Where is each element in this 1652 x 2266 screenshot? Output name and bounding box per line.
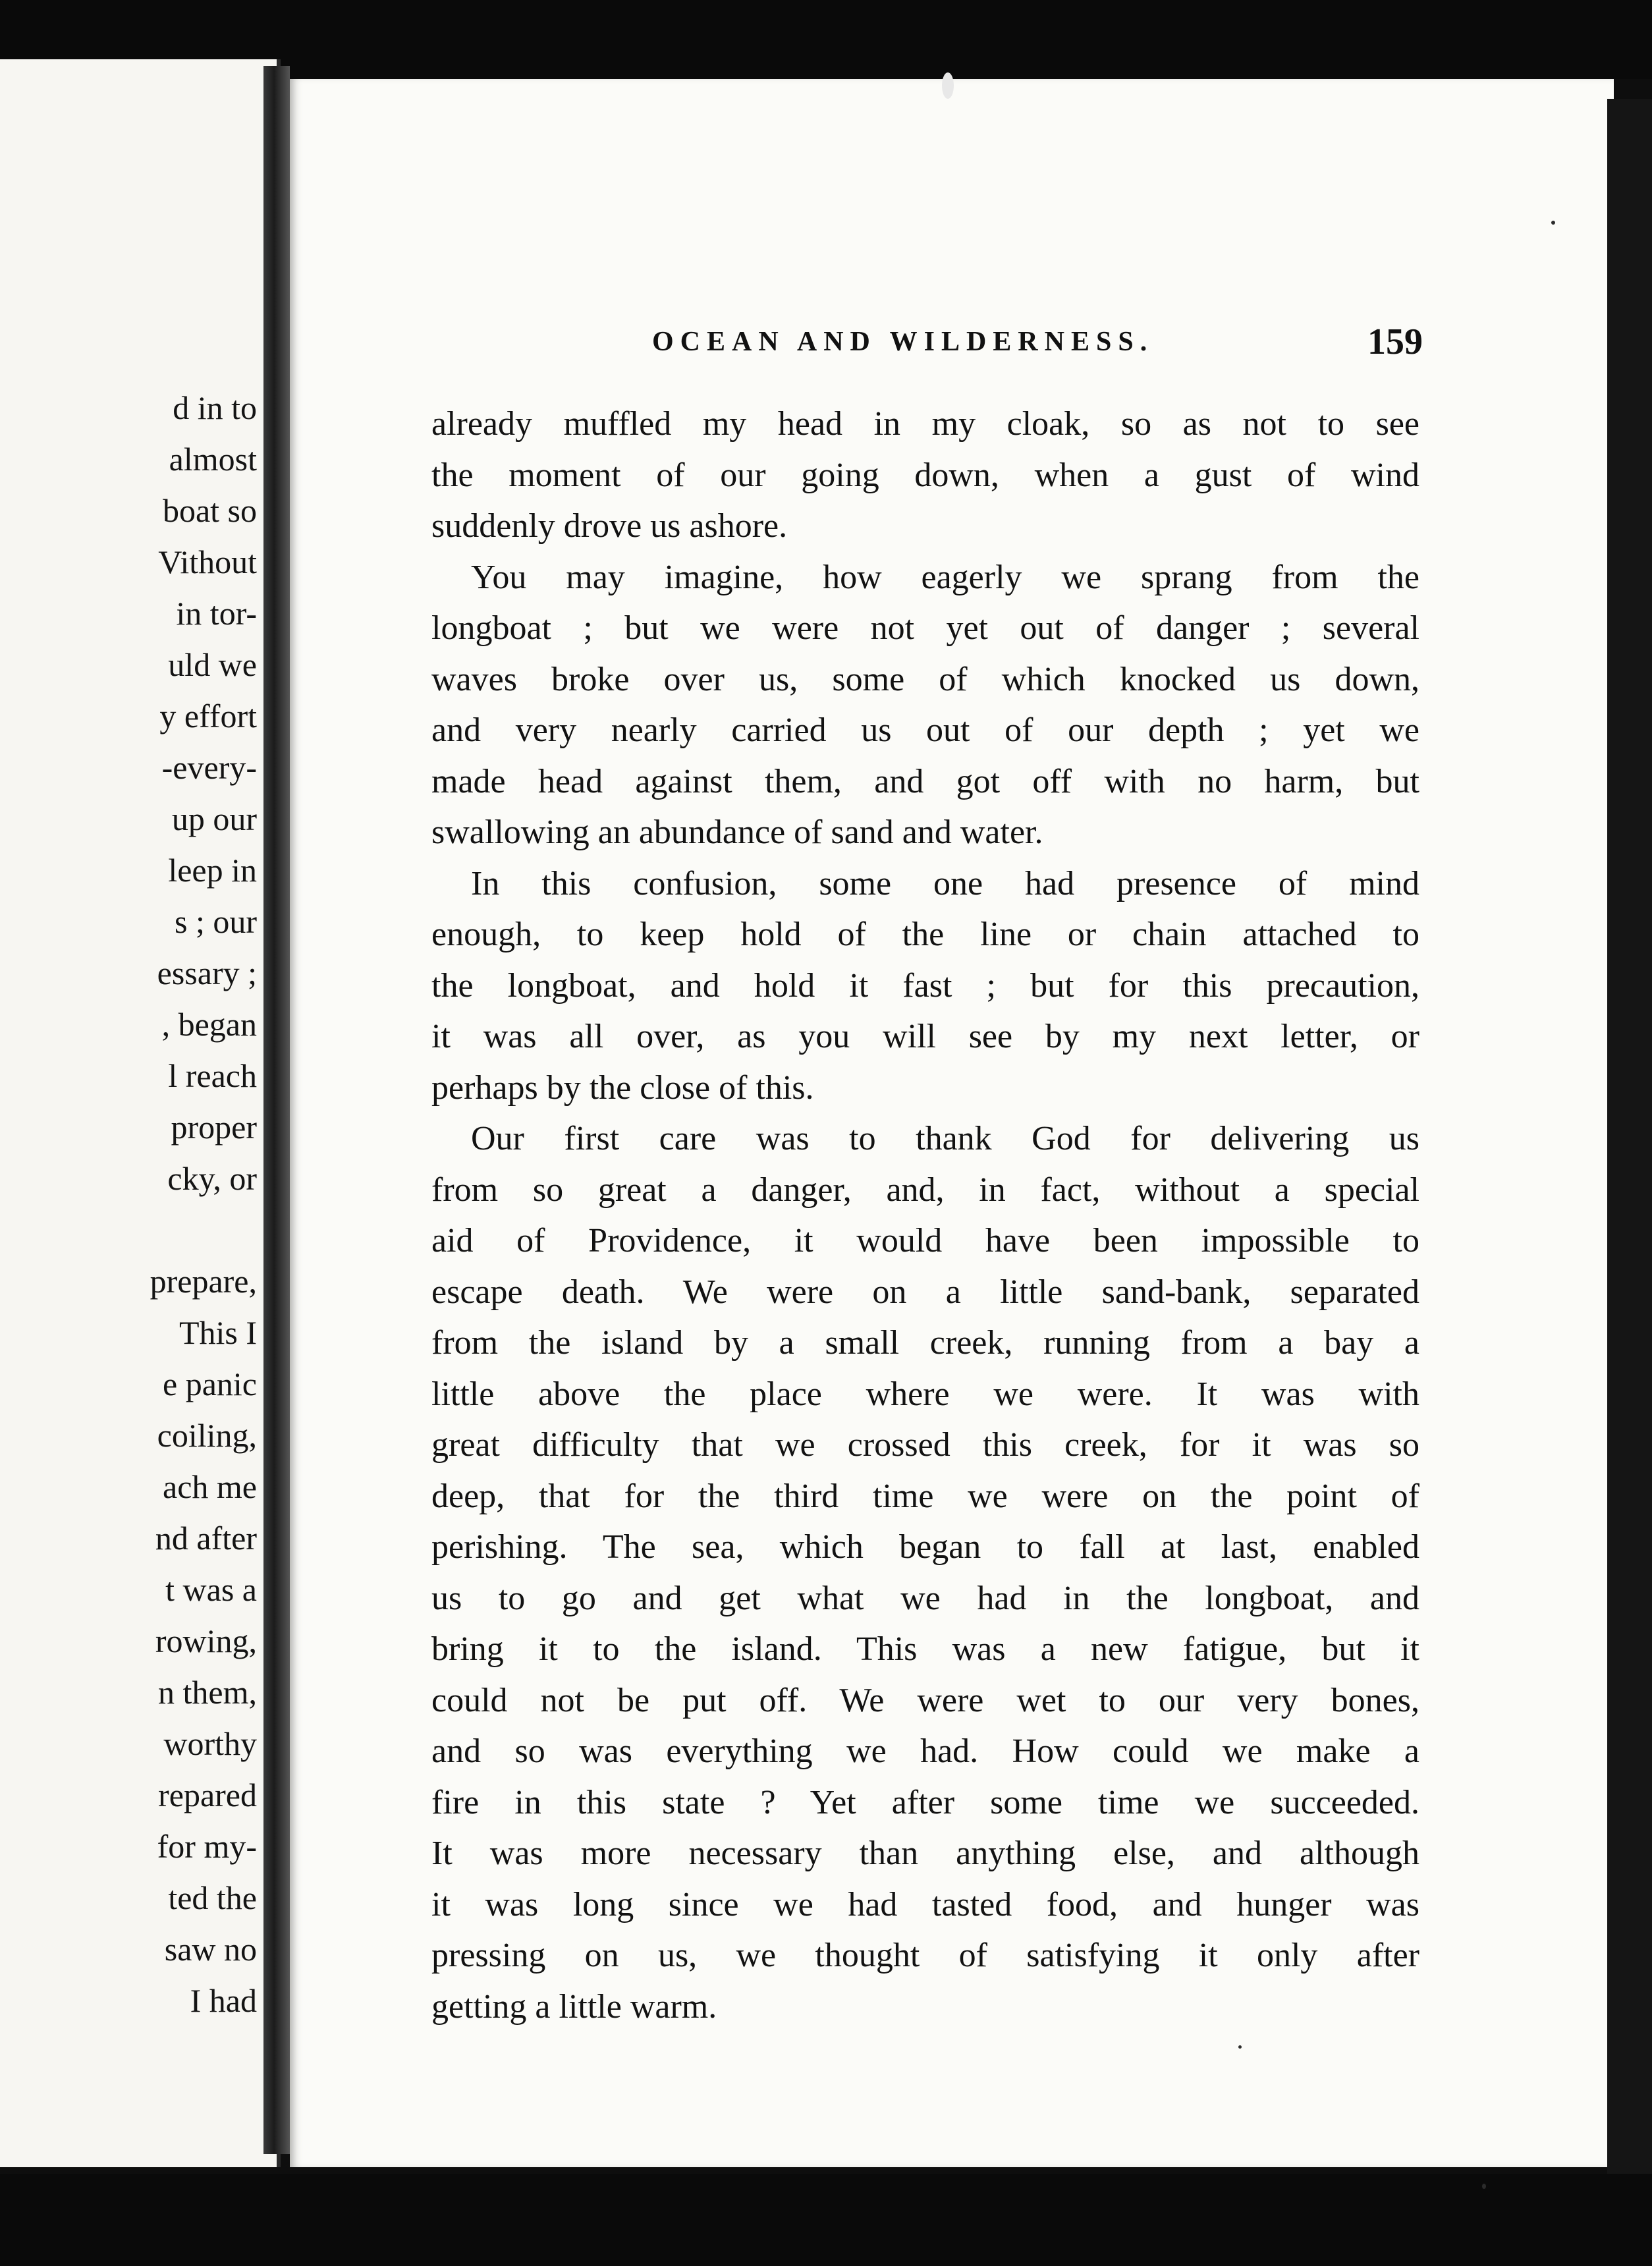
facing-page-line: boat so bbox=[162, 492, 257, 529]
running-title: OCEAN AND WILDERNESS. bbox=[652, 327, 1154, 357]
text-line: longboat ; but we were not yet out of danger ; several bbox=[431, 609, 1419, 647]
facing-page-line: essary ; bbox=[157, 954, 257, 991]
text-line: and very nearly carried us out of our depth ; yet we bbox=[431, 711, 1419, 749]
facing-page-text bbox=[0, 382, 257, 2026]
text-line: little above the place where we were. It was with bbox=[431, 1375, 1419, 1413]
facing-page-line: leep in bbox=[168, 852, 257, 889]
text-line: pressing on us, we thought of satisfying it only after bbox=[431, 1937, 1419, 1974]
facing-page-line: e panic bbox=[163, 1366, 257, 1402]
text-line: it was all over, as you will see by my next letter, or bbox=[431, 1018, 1419, 1055]
text-line: from so great a danger, and, in fact, without a special bbox=[431, 1171, 1419, 1209]
scan-speck bbox=[1482, 2184, 1486, 2189]
text-line: suddenly drove us ashore. bbox=[431, 507, 788, 545]
text-line: getting a little warm. bbox=[431, 1987, 717, 2026]
facing-page-line: nd after bbox=[155, 1520, 257, 1557]
text-line: deep, that for the third time we were on the point of bbox=[431, 1477, 1419, 1515]
text-line: bring it to the island. This was a new fatigue, but it bbox=[431, 1630, 1419, 1668]
text-line: swallowing an abundance of sand and water. bbox=[431, 814, 1043, 851]
facing-page-line: worthy bbox=[163, 1725, 257, 1762]
facing-page-line: s ; our bbox=[175, 903, 257, 940]
facing-page-line: saw no bbox=[164, 1931, 257, 1968]
facing-page-line: cky, or bbox=[167, 1160, 257, 1197]
facing-page-line: n them, bbox=[158, 1674, 257, 1711]
text-line: the longboat, and hold it fast ; but for this precaution, bbox=[431, 966, 1419, 1005]
facing-page-line: y effort bbox=[159, 698, 257, 734]
text-line: it was long since we had tasted food, and hunger was bbox=[431, 1885, 1419, 1923]
facing-page-line: l reach bbox=[168, 1057, 257, 1094]
page-header bbox=[356, 321, 1423, 372]
text-line: the moment of our going down, when a gust of wind bbox=[431, 456, 1419, 494]
text-line: In this confusion, some one had presence of mind bbox=[471, 864, 1419, 902]
text-line: enough, to keep hold of the line or chain attached to bbox=[431, 916, 1419, 953]
scan-speck bbox=[1238, 2045, 1242, 2049]
text-line: made head against them, and got off with no harm, but bbox=[431, 762, 1419, 800]
scan-right-border bbox=[1607, 99, 1652, 2174]
facing-page-line bbox=[0, 1204, 257, 1256]
facing-page-line: d in to bbox=[173, 389, 257, 426]
text-line: You may imagine, how eagerly we sprang from the bbox=[471, 558, 1419, 596]
facing-page-line: for my- bbox=[157, 1828, 257, 1865]
text-line: perhaps by the close of this. bbox=[431, 1068, 814, 1107]
text-line: Our first care was to thank God for delivering us bbox=[471, 1120, 1419, 1157]
facing-page-line: up our bbox=[171, 800, 257, 837]
facing-page-line: Vithout bbox=[158, 543, 257, 580]
facing-page-left bbox=[0, 59, 281, 2167]
facing-page-line: coiling, bbox=[157, 1417, 257, 1454]
text-line: us to go and get what we had in the longboat, and bbox=[431, 1579, 1419, 1617]
facing-page-line: -every- bbox=[161, 749, 257, 786]
text-line: from the island by a small creek, running from a bay a bbox=[431, 1324, 1419, 1362]
facing-page-line: ach me bbox=[163, 1468, 257, 1505]
text-line: waves broke over us, some of which knocked us down, bbox=[431, 660, 1419, 698]
text-line: great difficulty that we crossed this creek, for it was so bbox=[431, 1426, 1419, 1464]
text-line: aid of Providence, it would have been impossible to bbox=[431, 1222, 1419, 1259]
text-line: It was more necessary than anything else, and although bbox=[431, 1835, 1419, 1872]
text-line: and so was everything we had. How could we make a bbox=[431, 1732, 1419, 1770]
book-gutter bbox=[263, 66, 290, 2154]
facing-page-line: ted the bbox=[168, 1879, 257, 1916]
facing-page-line: almost bbox=[169, 441, 257, 478]
facing-page-line: proper bbox=[171, 1109, 257, 1146]
scan-bottom-border bbox=[0, 2174, 1652, 2266]
text-line: escape death. We were on a little sand-bank, separated bbox=[431, 1273, 1419, 1311]
body-text bbox=[431, 399, 1419, 2032]
scan-speck bbox=[942, 72, 954, 99]
facing-page-line: repared bbox=[158, 1777, 257, 1813]
text-line: already muffled my head in my cloak, so as not to see bbox=[431, 405, 1419, 443]
facing-page-line: I had bbox=[190, 1982, 257, 2019]
facing-page-line: t was a bbox=[165, 1571, 257, 1608]
facing-page-line: This I bbox=[179, 1314, 257, 1351]
facing-page-line: , began bbox=[161, 1006, 257, 1043]
facing-page-line: uld we bbox=[168, 646, 257, 683]
text-line: fire in this state ? Yet after some time we succeeded. bbox=[431, 1783, 1419, 1821]
text-line: could not be put off. We were wet to our very bones, bbox=[431, 1681, 1419, 1719]
page-number: 159 bbox=[1367, 321, 1423, 362]
text-line: perishing. The sea, which began to fall at last, enabled bbox=[431, 1528, 1419, 1566]
facing-page-line: prepare, bbox=[150, 1263, 257, 1300]
facing-page-line: in tor- bbox=[176, 595, 257, 632]
scan-speck bbox=[1551, 221, 1555, 225]
facing-page-line: rowing, bbox=[155, 1622, 257, 1659]
